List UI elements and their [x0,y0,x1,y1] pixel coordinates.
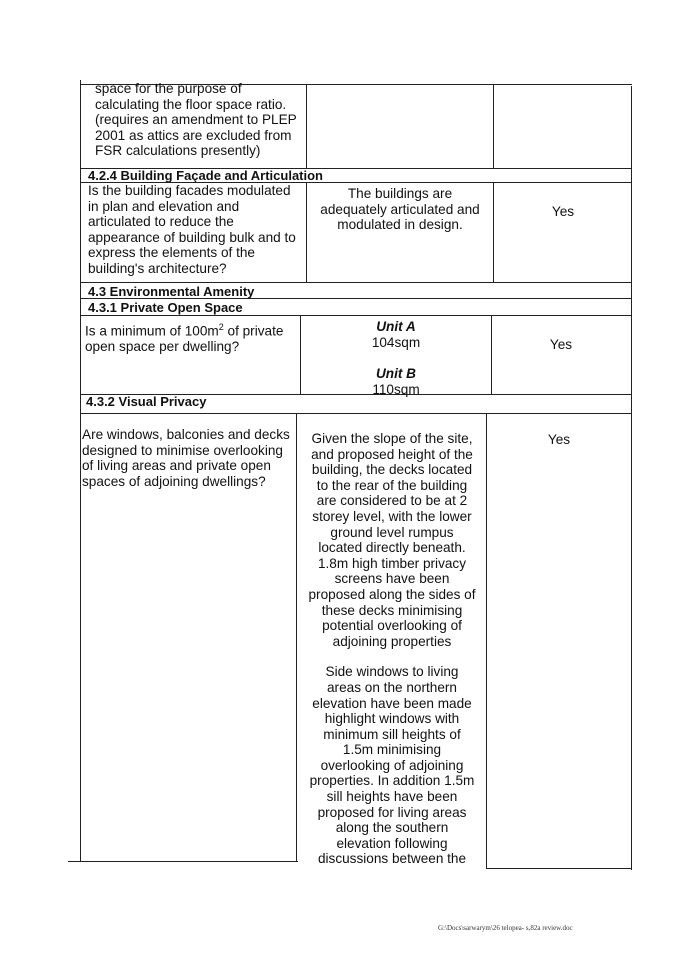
pos-criteria-pre: Is a minimum of 100m [85,323,219,339]
pos-criteria [85,320,297,355]
facade-criteria: Is the building facades modulated in plan and elevation and articulated to reduce the appearance of building bulk and to express the elements of the building's architecture? [88,183,296,276]
privacy-comment [300,431,484,867]
pos-heading: 4.3.1 Private Open Space [88,300,243,315]
unit-a-label: Unit A [376,319,416,334]
col-divider-1b [306,182,307,282]
col-divider-2a [493,84,494,168]
facade-comment: The buildings are adequately articulated and modulated in design. [320,186,480,233]
col-divider-1a [306,84,307,168]
rule-5 [80,315,632,316]
pos-criteria-post: of private open space per dwelling? [85,323,284,355]
privacy-comment-p1: Given the slope of the site, and proposed height of the building, the decks located to the rear of the building are considered to be at 2 storey level, with the lower ground level rumpus located directly beneath. 1.8m high timber privacy screens have been proposed along the sides of these decks minimising potential overlooking of adjoining properties [308,431,476,649]
facade-heading: 4.2.4 Building Façade and Articulation [88,168,324,183]
unit-b-label: Unit B [375,366,417,382]
unit-b-value: 110sqm [372,381,420,397]
privacy-criteria: Are windows, balconies and decks designed to minimise overlooking of living areas and private open spaces of adjoining dwellings? [82,427,290,489]
col-divider-2d [486,414,487,868]
rule-bottom-right [486,868,632,869]
privacy-comment-p2: Side windows to living areas on the northern elevation have been made highlight windows with minimum sill heights of 1.5m minimising overlooking of adjoining properties. In addition 1.5m sill heights have been proposed for living areas along the southern elevation following discussions between the [309,664,475,867]
pos-comment [302,319,490,397]
border-right [631,86,632,870]
privacy-complies: Yes [547,432,571,447]
privacy-heading: 4.3.2 Visual Privacy [86,394,207,409]
pos-complies: Yes [549,337,573,352]
fsr-criteria: space for the purpose of calculating the floor space ratio. (requires an amendment to PLEP 2001 as attics are excluded from FSR calculations presently) [95,81,297,159]
footer-file-path: G:\Docs\sarwarym\26 telopea- s,82a review.doc [438,924,573,932]
facade-complies: Yes [551,204,575,219]
env-heading: 4.3 Environmental Amenity [88,284,255,299]
rule-bottom [68,861,298,862]
col-divider-2c [491,316,492,394]
col-divider-1c [300,316,301,394]
unit-a-value: 104sqm [371,334,421,350]
col-divider-2b [493,182,494,282]
rule-7 [80,413,632,414]
col-divider-1d [296,414,297,862]
rule-3 [80,282,632,283]
border-left [80,80,81,862]
pos-criteria-sup: 2 [218,322,224,332]
